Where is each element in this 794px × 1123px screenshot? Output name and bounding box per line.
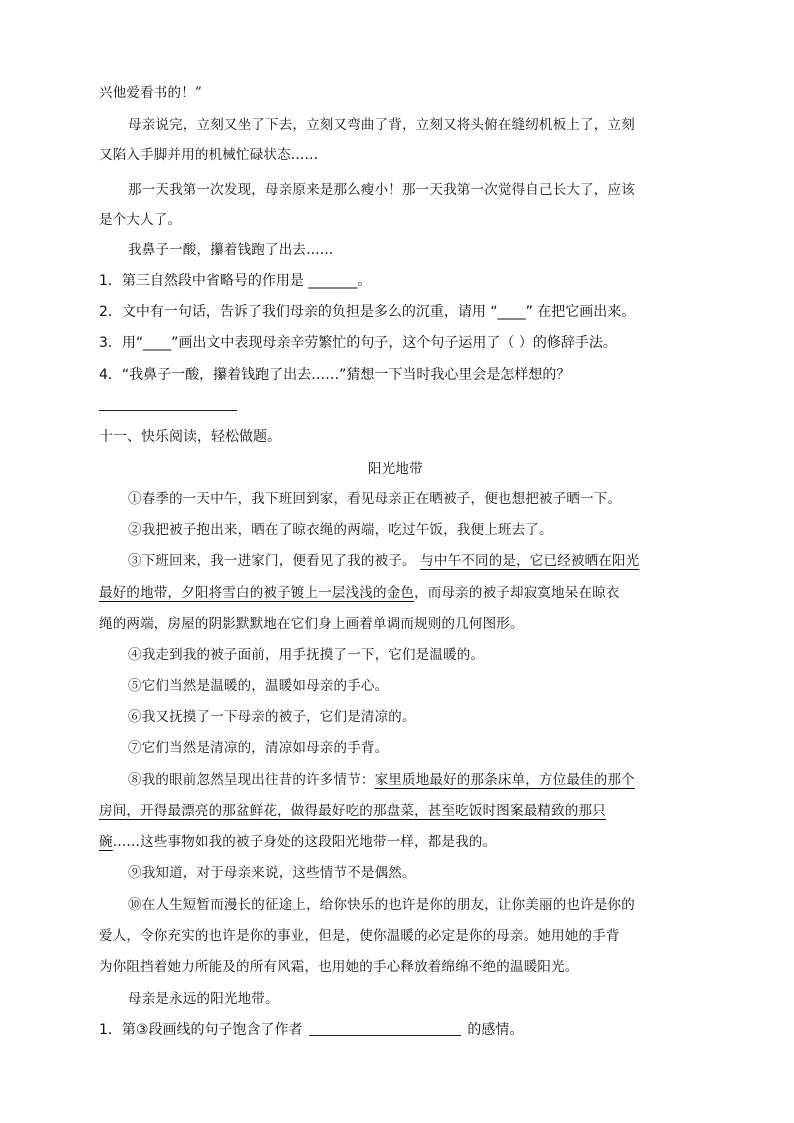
- paragraph-line: 绳的两端，房屋的阴影默默地在它们身上画着单调而规则的几何图形。: [99, 616, 524, 632]
- paragraph-line: ⑥我又抚摸了一下母亲的被子，它们是清凉的。: [128, 709, 416, 725]
- paragraph-line: [99, 802, 606, 820]
- paragraph-line: 我鼻子一酸，攥着钱跑了出去……: [128, 242, 334, 258]
- text-line: 兴他爱看书的！”: [99, 85, 203, 101]
- underlined-sentence: 最好的地带，夕阳将雪白的被子镀上一层浅浅的金色: [99, 585, 415, 601]
- question-text: 的感情。: [467, 1022, 524, 1038]
- paragraph-line: ①春季的一天中午，我下班回到家，看见母亲正在晒被子，便也想把被子晒一下。: [128, 491, 622, 507]
- underlined-sentence: 与中午不同的是，它已经被晒在阳光: [420, 553, 640, 569]
- paragraph-line: ⑩在人生短暂而漫长的征途上，给你快乐的也许是你的朋友，让你美丽的也许是你的: [128, 897, 635, 913]
- paragraph-line: [99, 584, 620, 602]
- paragraph-line: ⑤它们当然是温暖的，温暖如母亲的手心。: [128, 678, 389, 694]
- article-title: 阳光地带: [368, 461, 423, 477]
- paragraph-line: 是个大人了。: [99, 212, 182, 228]
- paragraph-line: 那一天我第一次发现，母亲原来是那么瘦小！那一天我第一次觉得自己长大了，应该: [128, 182, 635, 198]
- sentence: ③下班回来，我一进家门，便看见了我的被子。: [128, 553, 416, 569]
- paragraph-line: [128, 552, 639, 570]
- section-heading: 十一、快乐阅读，轻松做题。: [99, 429, 281, 445]
- answer-blank[interactable]: [309, 1021, 461, 1036]
- sentence: ……这些事物如我的被子身处的这段阳光地带一样，都是我的。: [112, 834, 497, 850]
- paragraph-line: 为你阻挡着她力所能及的所有风霜，也用她的手心释放着绵绵不绝的温暖阳光。: [99, 959, 579, 975]
- question-item: 2．文中有一句话，告诉了我们母亲的负担是多么的沉重，请用 “____” 在把它画出来。: [99, 304, 636, 320]
- underlined-sentence: 房间，开得最漂亮的那盆鲜花，做得最好吃的那盘菜，甚至吃饭时图案最精致的那只: [99, 803, 606, 819]
- question-item: [99, 1021, 523, 1039]
- sentence: ⑧我的眼前忽然呈现出往昔的许多情节：: [128, 772, 375, 788]
- question-item: 3．用“____”画出文中表现母亲辛劳繁忙的句子，这个句子运用了（ ）的修辞手法。: [99, 335, 617, 351]
- paragraph-line: ⑦它们当然是清凉的，清凉如母亲的手背。: [128, 740, 389, 756]
- paragraph-line: [99, 833, 496, 851]
- underlined-sentence: 碗: [99, 834, 113, 850]
- paragraph-line: ⑨我知道，对于母亲来说，这些情节不是偶然。: [128, 865, 416, 881]
- paragraph-line: 爱人，令你充实的也许是你的事业，但是，使你温暖的必定是你的母亲。她用她的手背: [99, 928, 620, 944]
- paragraph-line: ④我走到我的被子面前，用手抚摸了一下，它们是温暖的。: [128, 647, 485, 663]
- sentence: ，而母亲的被子却寂寞地呆在晾衣: [414, 585, 620, 601]
- paragraph-line: 又陷入手脚并用的机械忙碌状态……: [99, 147, 319, 163]
- underlined-sentence: 家里质地最好的那条床单，方位最佳的那个: [374, 772, 635, 788]
- paragraph-line: [128, 771, 635, 789]
- paragraph-line: 母亲是永远的阳光地带。: [128, 991, 279, 1007]
- paragraph-line: ②我把被子抱出来，晒在了晾衣绳的两端，吃过午饭，我便上班去了。: [128, 522, 553, 538]
- paragraph-line: 母亲说完，立刻又坐了下去，立刻又弯曲了背，立刻又将头俯在缝纫机板上了，立刻: [128, 117, 635, 133]
- question-item: 4．“我鼻子一酸，攥着钱跑了出去……”猜想一下当时我心里会是怎样想的？: [99, 367, 571, 383]
- question-text: 1．第③段画线的句子饱含了作者: [99, 1022, 303, 1038]
- question-item: 1．第三自然段中省略号的作用是 _______。: [99, 273, 372, 289]
- answer-line: [99, 410, 237, 411]
